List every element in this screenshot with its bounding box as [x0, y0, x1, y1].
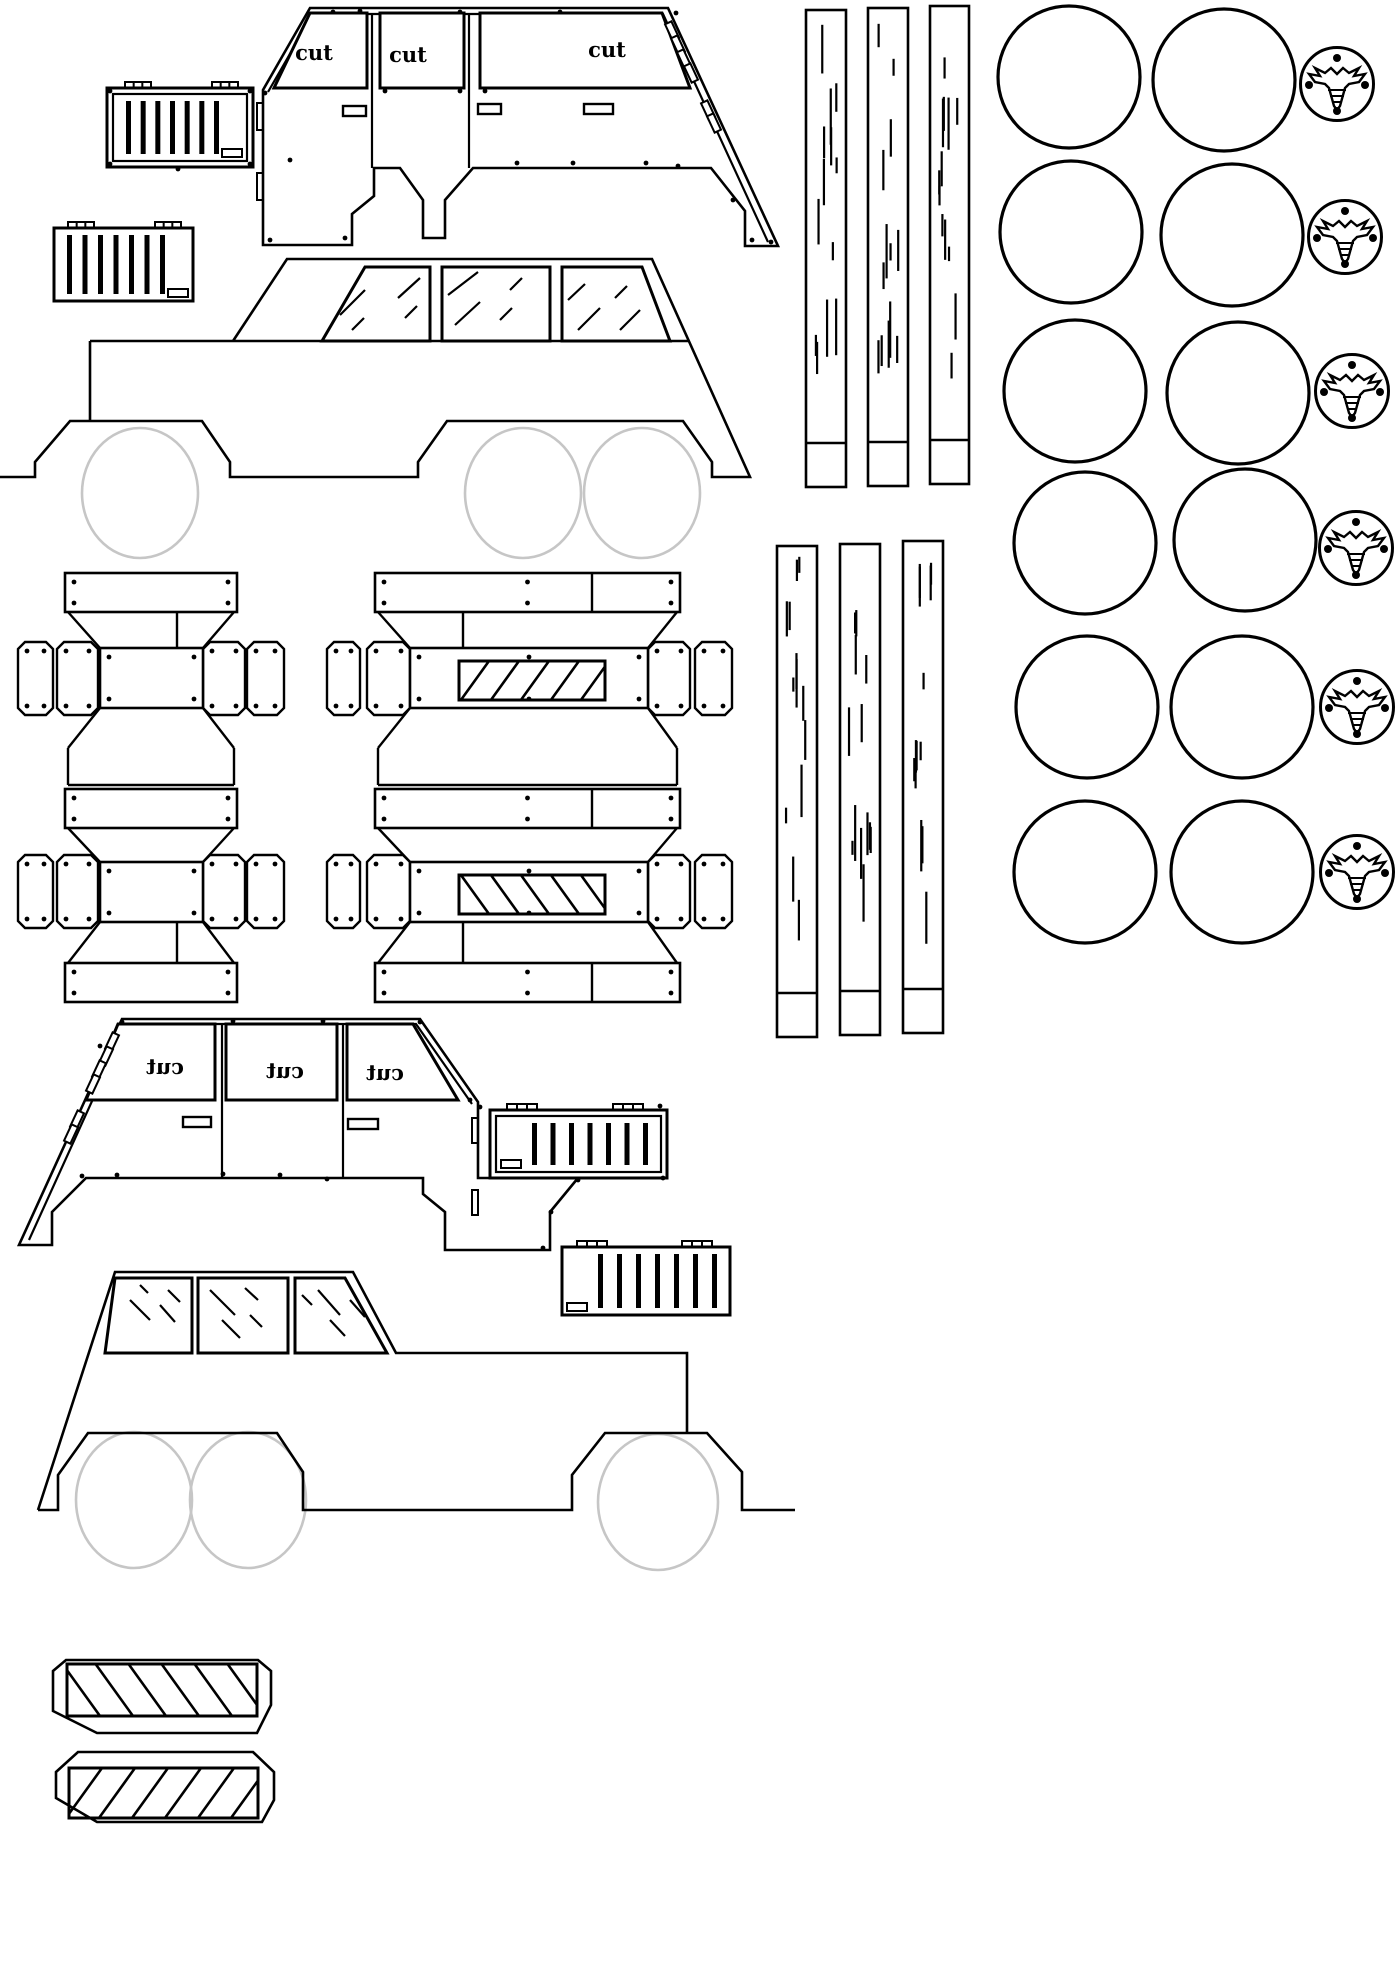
rivet-dot: [210, 704, 215, 709]
rivet-dot: [234, 917, 239, 922]
grille-badge: [168, 289, 188, 297]
rivet-dot: [525, 817, 530, 822]
rivet-dot: [108, 162, 113, 167]
rivet-dot: [515, 161, 520, 166]
rivet-dot: [334, 862, 339, 867]
hub-emblem-disc: [1321, 836, 1394, 909]
rivet-dot: [64, 649, 69, 654]
rivet-dot: [382, 580, 387, 585]
rivet-dot: [234, 704, 239, 709]
rivet-dot: [549, 1210, 554, 1215]
rivet-dot: [226, 817, 231, 822]
rivet-dot: [221, 1172, 226, 1177]
rivet-dot: [399, 649, 404, 654]
rivet-dot: [721, 862, 726, 867]
rivet-dot: [382, 970, 387, 975]
rivet-dot: [676, 164, 681, 169]
rivet-dot: [658, 1104, 663, 1109]
grille-bar: [655, 1254, 660, 1308]
rivet-dot: [273, 917, 278, 922]
glue-tab: [367, 855, 410, 928]
vehicle-profile-right: [0, 259, 750, 558]
grille-panel-attached-top: [107, 82, 253, 167]
vehicle-profile-left: [38, 1272, 795, 1570]
body-side-panel-right: [107, 8, 778, 246]
rivet-dot: [87, 704, 92, 709]
glue-tab: [247, 855, 284, 928]
rivet-dot: [25, 862, 30, 867]
rivet-dot: [644, 161, 649, 166]
window-cut-label-mirrored: cut: [146, 1054, 184, 1079]
rivet-dot: [637, 655, 642, 660]
grain-texture: [786, 557, 805, 941]
body-side-panel-left: [19, 1019, 667, 1250]
grain-texture: [816, 25, 837, 374]
grille-bar: [569, 1123, 574, 1165]
glue-tab-small: [212, 82, 238, 88]
grille-bar: [214, 101, 219, 154]
grille-bar: [636, 1254, 641, 1308]
rivet-dot: [541, 1246, 546, 1251]
grille-face: [562, 1241, 730, 1315]
rivet-dot: [679, 862, 684, 867]
rivet-dot: [226, 796, 231, 801]
rivet-dot: [25, 917, 30, 922]
window-cut-label: cut: [389, 42, 427, 67]
grille-bar: [141, 101, 146, 154]
rivet-dot: [25, 649, 30, 654]
rivet-dot: [669, 601, 674, 606]
glue-tab-small: [68, 222, 94, 228]
rivet-dot: [64, 862, 69, 867]
rivet-dot: [702, 704, 707, 709]
rivet-dot: [399, 917, 404, 922]
glass-reflection-strokes: [340, 272, 640, 330]
box-unfold-patterns: [18, 573, 732, 1002]
hatch-stripes: [33, 1768, 300, 1818]
grille-face: [54, 222, 193, 301]
rivet-dot: [382, 601, 387, 606]
wheel-disc: [998, 6, 1140, 148]
grille-face: [107, 82, 253, 167]
rivet-dot: [278, 1173, 283, 1178]
rivet-dot: [417, 869, 422, 874]
rivet-dot: [417, 655, 422, 660]
rivet-dot: [721, 649, 726, 654]
grille-bar: [588, 1123, 593, 1165]
door-handle-2: [478, 104, 501, 114]
bumper-strip-2: [33, 1752, 300, 1822]
profile-window-1: [105, 1278, 192, 1353]
rivet-dot: [679, 917, 684, 922]
rivet-dot: [637, 869, 642, 874]
rivet-dot: [655, 649, 660, 654]
window-cut-label: cut: [295, 40, 333, 65]
wheel-disc: [1171, 801, 1313, 943]
glue-tab-small: [155, 222, 181, 228]
glass-reflection-strokes: [130, 1285, 365, 1338]
rivet-dot: [210, 649, 215, 654]
rivet-dot: [655, 862, 660, 867]
grille-bar: [129, 235, 134, 294]
rivet-dot: [669, 580, 674, 585]
rivet-dot: [25, 704, 30, 709]
rivet-dot: [115, 1173, 120, 1178]
rivet-dot: [254, 862, 259, 867]
rivet-dot: [721, 704, 726, 709]
bumper-strip-1: [30, 1660, 298, 1733]
rivet-dot: [478, 1105, 483, 1110]
rivet-dot: [248, 89, 253, 94]
grille-bar: [145, 235, 150, 294]
hub-emblem-disc: [1321, 671, 1394, 744]
wheel-disc: [1000, 161, 1142, 303]
rivet-dot: [107, 655, 112, 660]
rivet-dot: [383, 89, 388, 94]
rivet-dot: [349, 649, 354, 654]
rivet-dot: [192, 655, 197, 660]
grille-bar: [712, 1254, 717, 1308]
glue-tab: [367, 642, 410, 715]
rivet-dot: [108, 89, 113, 94]
rivet-dot: [273, 862, 278, 867]
rivet-dot: [721, 917, 726, 922]
window-cut-label: cut: [588, 37, 626, 62]
glue-tab-small: [125, 82, 151, 88]
rivet-dot: [80, 1174, 85, 1179]
rivet-dot: [210, 917, 215, 922]
glue-tab: [57, 855, 98, 928]
rivet-dot: [637, 911, 642, 916]
grille-bar: [598, 1254, 603, 1308]
grille-bar: [693, 1254, 698, 1308]
plank-strip: [840, 544, 880, 1035]
wheel-circle: [598, 1434, 718, 1570]
profile-window-3: [295, 1278, 387, 1353]
glue-tab: [203, 855, 245, 928]
rivet-dot: [731, 198, 736, 203]
box-unfold: [18, 573, 284, 1002]
hub-emblem-disc: [1320, 512, 1393, 585]
rivet-dot: [72, 580, 77, 585]
glue-tab-small: [613, 1104, 643, 1110]
grille-bar: [67, 235, 72, 294]
rivet-dot: [382, 796, 387, 801]
rivet-dot: [637, 697, 642, 702]
rivet-dot: [334, 704, 339, 709]
wheel-circle: [465, 428, 581, 558]
glue-tab: [18, 855, 53, 928]
rivet-dot: [64, 917, 69, 922]
rivet-dot: [349, 862, 354, 867]
rivet-dot: [527, 911, 532, 916]
rivet-dot: [273, 649, 278, 654]
grille-bar: [643, 1123, 648, 1165]
rivet-dot: [374, 862, 379, 867]
wheel-shadows: [82, 428, 700, 558]
grille-bar: [155, 101, 160, 154]
rivet-dot: [231, 1019, 236, 1024]
rivet-dot: [525, 796, 530, 801]
rivet-dot: [254, 917, 259, 922]
rivet-dot: [655, 704, 660, 709]
rivet-dot: [769, 240, 774, 245]
rivet-dot: [417, 697, 422, 702]
wheel-circle: [584, 428, 700, 558]
glue-tab: [648, 855, 690, 928]
rivet-dot: [349, 917, 354, 922]
rivet-dot: [527, 697, 532, 702]
rivet-dot: [702, 649, 707, 654]
plank-strip: [868, 8, 908, 486]
rivet-dot: [226, 991, 231, 996]
rivet-dot: [64, 704, 69, 709]
plank-strips: [777, 6, 969, 1037]
rivet-dot: [192, 697, 197, 702]
rivet-dot: [254, 704, 259, 709]
rivet-dot: [210, 862, 215, 867]
rivet-dot: [321, 1019, 326, 1024]
rivet-dot: [334, 917, 339, 922]
grille-badge: [567, 1303, 587, 1311]
glue-tab: [327, 642, 360, 715]
grille-bar: [114, 235, 119, 294]
rivet-dot: [661, 1176, 666, 1181]
grille-bar: [160, 235, 165, 294]
rivet-dot: [226, 970, 231, 975]
rivet-dot: [87, 917, 92, 922]
wheel-circle: [76, 1432, 192, 1568]
rivet-dot: [72, 601, 77, 606]
glue-tab: [57, 642, 98, 715]
wheel-disc: [1161, 164, 1303, 306]
glue-tab-small: [682, 1241, 712, 1247]
rivet-dot: [107, 697, 112, 702]
rivet-dot: [325, 1177, 330, 1182]
profile-window-1: [322, 267, 430, 341]
plank-strip: [903, 541, 943, 1033]
wheel-circle: [82, 428, 198, 558]
grille-panel-standalone-top: [54, 222, 193, 301]
grille-panel-attached-bottom: [490, 1104, 667, 1178]
glue-tab: [695, 642, 732, 715]
rivet-dot: [374, 649, 379, 654]
wheel-shadows: [76, 1432, 718, 1570]
rivet-dot: [468, 1098, 473, 1103]
rivet-dot: [72, 991, 77, 996]
wheel-disc: [1153, 9, 1295, 151]
rivet-dot: [107, 911, 112, 916]
rivet-dot: [263, 91, 268, 96]
grain-texture: [914, 563, 931, 944]
rivet-dot: [72, 817, 77, 822]
door-handle-1: [183, 1117, 211, 1127]
rivet-dot: [679, 649, 684, 654]
grille-panel-standalone-bottom: [562, 1241, 730, 1315]
rivet-dot: [268, 238, 273, 243]
rivet-dot: [273, 704, 278, 709]
rivet-dot: [669, 970, 674, 975]
glue-tab-small: [507, 1104, 537, 1110]
rivet-dot: [107, 869, 112, 874]
wheel-disc: [1004, 320, 1146, 462]
rivet-dot: [655, 917, 660, 922]
rivet-dot: [399, 704, 404, 709]
rivet-dot: [702, 862, 707, 867]
rivet-dot: [527, 655, 532, 660]
rivet-dot: [525, 970, 530, 975]
wheel-discs: [998, 6, 1394, 943]
rivet-dot: [558, 10, 563, 15]
rivet-dot: [399, 862, 404, 867]
window-cut-label-mirrored: cut: [366, 1060, 404, 1085]
rivet-dot: [527, 869, 532, 874]
rivet-dot: [417, 911, 422, 916]
rivet-dot: [669, 796, 674, 801]
rivet-dot: [42, 862, 47, 867]
edge-nub: [257, 103, 263, 130]
rivet-dot: [525, 601, 530, 606]
grille-bar: [98, 235, 103, 294]
glue-tab: [695, 855, 732, 928]
grille-badge: [501, 1160, 521, 1168]
door-window-3: [480, 13, 690, 88]
grille-bar: [532, 1123, 537, 1165]
rivet-dot: [669, 991, 674, 996]
rivet-dot: [750, 238, 755, 243]
hub-emblem-disc: [1316, 355, 1389, 428]
grille-bar: [83, 235, 88, 294]
rivet-dot: [176, 167, 181, 172]
grille-badge: [222, 149, 242, 157]
rivet-dot: [192, 911, 197, 916]
rivet-dot: [418, 1020, 423, 1025]
grille-bar: [185, 101, 190, 154]
hub-emblem-disc: [1301, 48, 1374, 121]
rivet-dot: [702, 917, 707, 922]
grain-texture: [939, 57, 957, 378]
grille-face: [490, 1104, 667, 1178]
rivet-dot: [87, 649, 92, 654]
grille-bar: [617, 1254, 622, 1308]
rivet-dot: [374, 704, 379, 709]
door-handle-1: [343, 106, 366, 116]
plank-strip: [806, 10, 846, 487]
wheel-disc: [1167, 322, 1309, 464]
grille-bar: [126, 101, 131, 154]
glue-tab: [327, 855, 360, 928]
rivet-dot: [98, 1044, 103, 1049]
rivet-dot: [248, 162, 253, 167]
rivet-dot: [374, 917, 379, 922]
profile-window-2: [442, 267, 550, 341]
rivet-dot: [334, 649, 339, 654]
door-handle-2: [348, 1119, 378, 1129]
rivet-dot: [42, 649, 47, 654]
rivet-dot: [483, 89, 488, 94]
grille-bar: [199, 101, 204, 154]
grille-bar: [625, 1123, 630, 1165]
plank-strip: [777, 546, 817, 1037]
wheel-disc: [1171, 636, 1313, 778]
rivet-dot: [358, 9, 363, 14]
rivet-dot: [87, 862, 92, 867]
rivet-dot: [382, 817, 387, 822]
wheel-disc: [1016, 636, 1158, 778]
rivet-dot: [576, 1178, 581, 1183]
grille-bar: [606, 1123, 611, 1165]
rivet-dot: [525, 991, 530, 996]
rivet-dot: [674, 11, 679, 16]
rivet-dot: [72, 970, 77, 975]
glue-tab-small: [577, 1241, 607, 1247]
wheel-disc: [1014, 472, 1156, 614]
rivet-dot: [382, 991, 387, 996]
hub-emblem-disc: [1309, 201, 1382, 274]
rivet-dot: [120, 1020, 125, 1025]
glue-tab: [203, 642, 245, 715]
grain-texture: [849, 610, 871, 922]
grille-bar: [551, 1123, 556, 1165]
glue-tab: [648, 642, 690, 715]
edge-nub: [257, 173, 263, 200]
rivet-dot: [42, 704, 47, 709]
rivet-dot: [331, 10, 336, 15]
rivet-dot: [679, 704, 684, 709]
rivet-dot: [42, 917, 47, 922]
rivet-dot: [458, 89, 463, 94]
rivet-dot: [254, 649, 259, 654]
rivet-dot: [571, 161, 576, 166]
glue-tab: [18, 642, 53, 715]
rivet-dot: [234, 649, 239, 654]
rivet-dot: [226, 580, 231, 585]
grille-bar: [674, 1254, 679, 1308]
rivet-dot: [525, 580, 530, 585]
door-handle-3: [584, 104, 613, 114]
window-cut-label-mirrored: cut: [266, 1058, 304, 1083]
rivet-dot: [192, 869, 197, 874]
wheel-disc: [1174, 469, 1316, 611]
wheel-disc: [1014, 801, 1156, 943]
profile-window-2: [198, 1278, 288, 1353]
rivet-dot: [349, 704, 354, 709]
glue-tab: [247, 642, 284, 715]
rivet-dot: [288, 158, 293, 163]
rivet-dot: [72, 796, 77, 801]
plank-strip: [930, 6, 969, 484]
box-unfold: [327, 573, 732, 1002]
rivet-dot: [343, 236, 348, 241]
grille-bar: [170, 101, 175, 154]
grain-texture: [878, 24, 898, 374]
rivet-dot: [226, 601, 231, 606]
rivet-dot: [234, 862, 239, 867]
rivet-dot: [458, 10, 463, 15]
rivet-dot: [669, 817, 674, 822]
